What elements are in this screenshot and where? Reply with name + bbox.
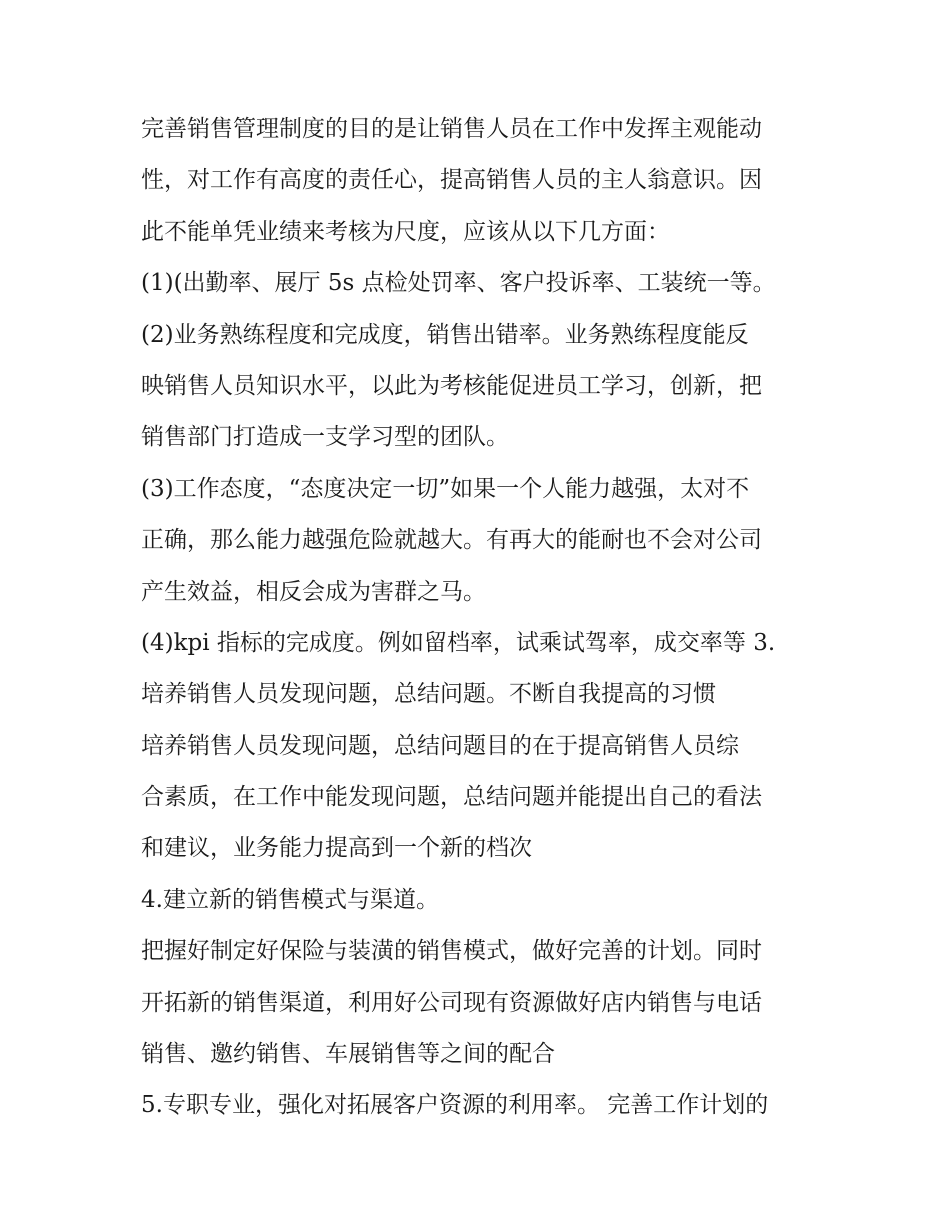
section-heading-4: 4.建立新的销售模式与渠道。 (141, 886, 439, 913)
text-line: 开拓新的销售渠道，利用好公司现有资源做好店内销售与电话 (141, 989, 762, 1016)
list-item-4: (4)kpi 指标的完成度。例如留档率，试乘试驾率，成交率等 3. (141, 629, 776, 656)
list-item-2: (2)业务熟练程度和完成度，销售出错率。业务熟练程度能反 (141, 321, 749, 348)
text-line: 和建议，业务能力提高到一个新的档次 (141, 835, 532, 862)
text-line: 映销售人员知识水平，以此为考核能促进员工学习，创新，把 (141, 372, 762, 399)
text-line: 性，对工作有高度的责任心，提高销售人员的主人翁意识。因 (141, 167, 762, 194)
text-line: 产生效益，相反会成为害群之马。 (141, 578, 486, 605)
text-line: 培养销售人员发现问题，总结问题。不断自我提高的习惯 (141, 681, 716, 708)
document-body (141, 110, 821, 1138)
text-line: 把握好制定好保险与装潢的销售模式，做好完善的计划。同时 (141, 938, 762, 965)
section-heading-5: 5.专职专业，强化对拓展客户资源的利用率。 完善工作计划的 (141, 1092, 769, 1119)
text-line: 完善销售管理制度的目的是让销售人员在工作中发挥主观能动 (141, 116, 762, 142)
list-item-1: (1)(出勤率、展厅 5s 点检处罚率、客户投诉率、工装统一等。 (141, 270, 776, 297)
text-line: 培养销售人员发现问题，总结问题目的在于提高销售人员综 (141, 732, 739, 759)
list-item-3: (3)工作态度，“态度决定一切”如果一个人能力越强，太对不 (141, 475, 750, 502)
text-line: 销售、邀约销售、车展销售等之间的配合 (141, 1041, 555, 1068)
text-line: 合素质，在工作中能发现问题，总结问题并能提出自己的看法 (141, 784, 762, 811)
text-line: 销售部门打造成一支学习型的团队。 (141, 424, 509, 451)
text-line: 此不能单凭业绩来考核为尺度，应该从以下几方面： (141, 218, 670, 245)
text-line: 正确，那么能力越强危险就越大。有再大的能耐也不会对公司 (141, 527, 762, 554)
